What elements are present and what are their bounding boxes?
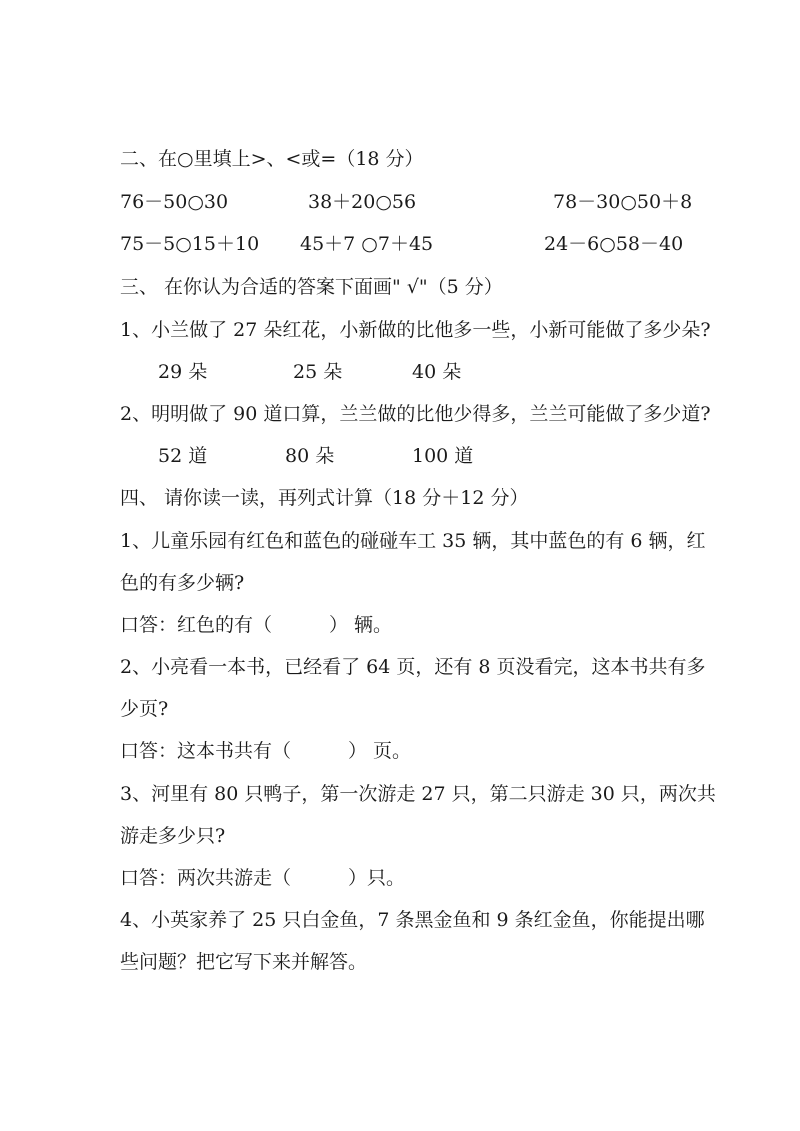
- answer-option: 40 朵: [412, 361, 462, 383]
- question-text: 1、小兰做了 27 朵红花，小新做的比他多一些，小新可能做了多少朵?: [120, 319, 711, 341]
- answer-option: 80 朵: [285, 445, 335, 467]
- word-problem-line: 4、小英家养了 25 只白金鱼，7 条黑金鱼和 9 条红金鱼，你能提出哪: [120, 909, 705, 931]
- answer-option: 52 道: [158, 445, 208, 467]
- compare-item: 24－6○58－40: [544, 233, 684, 255]
- compare-item: 45＋7 ○7＋45: [300, 233, 434, 255]
- question-text: 2、明明做了 90 道口算，兰兰做的比他少得多，兰兰可能做了多少道?: [120, 403, 711, 425]
- oral-answer: 口答：两次共游走（ ）只。: [120, 867, 406, 889]
- compare-item: 38＋20○56: [308, 191, 417, 213]
- word-problem-line: 些问题？把它写下来并解答。: [120, 951, 368, 973]
- section-4-title: 四、 请你读一读，再列式计算（18 分＋12 分）: [120, 487, 529, 509]
- word-problem-line: 2、小亮看一本书，已经看了 64 页，还有 8 页没看完，这本书共有多: [120, 656, 706, 678]
- section-2-title: 二、在○里填上>、<或=（18 分）: [120, 148, 424, 170]
- word-problem-line: 3、河里有 80 只鸭子，第一次游走 27 只，第二只游走 30 只，两次共: [120, 783, 716, 805]
- answer-option: 100 道: [412, 445, 474, 467]
- word-problem-line: 色的有多少辆?: [120, 572, 245, 594]
- word-problem-line: 1、儿童乐园有红色和蓝色的碰碰车工 35 辆，其中蓝色的有 6 辆，红: [120, 530, 706, 552]
- section-3-title: 三、 在你认为合适的答案下面画" √"（5 分）: [120, 276, 503, 298]
- word-problem-line: 游走多少只?: [120, 825, 226, 847]
- compare-item: 76－50○30: [120, 191, 229, 213]
- word-problem-line: 少页?: [120, 698, 169, 720]
- compare-item: 75－5○15＋10: [120, 233, 260, 255]
- oral-answer: 口答：红色的有（ ） 辆。: [120, 614, 393, 636]
- oral-answer: 口答：这本书共有（ ） 页。: [120, 740, 412, 762]
- answer-option: 29 朵: [158, 361, 208, 383]
- answer-option: 25 朵: [293, 361, 343, 383]
- compare-item: 78－30○50＋8: [553, 191, 693, 213]
